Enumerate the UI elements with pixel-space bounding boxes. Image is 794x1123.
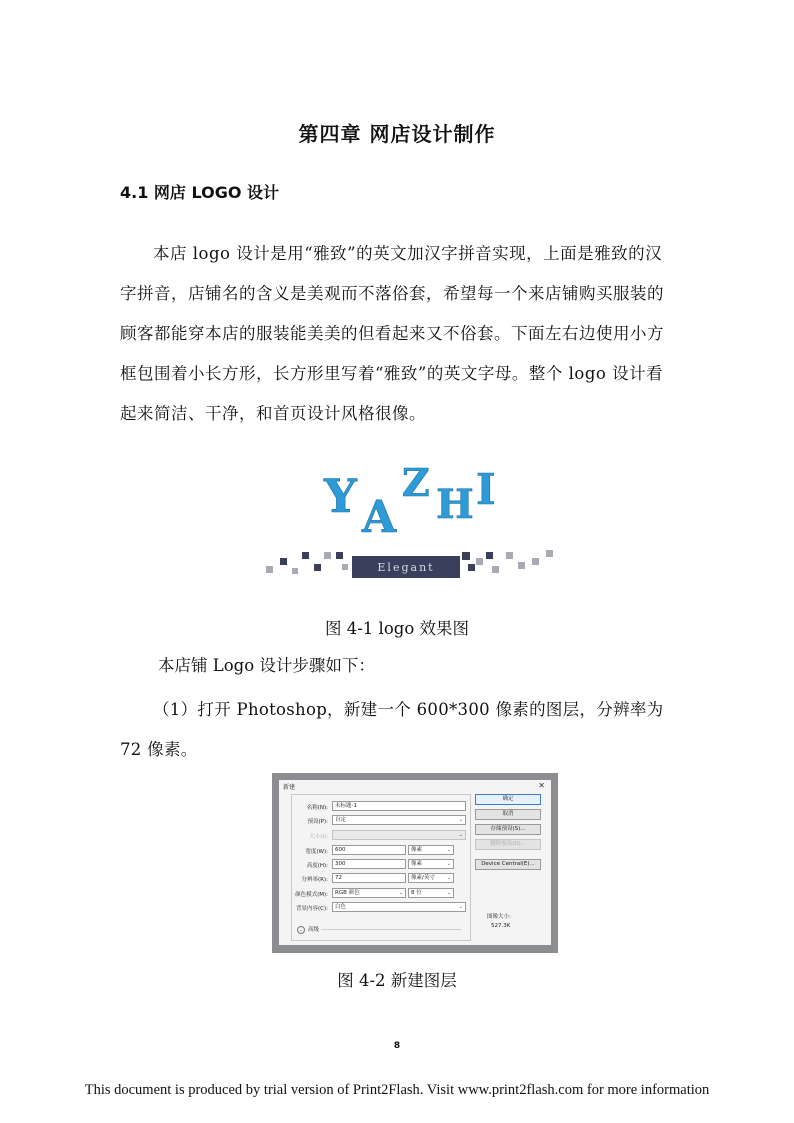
resolution-unit: 像素/英寸 [411,875,435,881]
chevron-down-icon: ⌄ [458,832,463,838]
background-select[interactable] [332,902,466,912]
chevron-down-icon: ⌄ [446,890,451,896]
name-field[interactable]: 未标题-1 [332,801,466,811]
resolution-label: 分辨率(R): [301,877,328,883]
logo-pixel-squares-left [266,552,348,574]
yazhi-logo [262,454,558,584]
chapter-title: 第四章 网店设计制作 [298,122,496,146]
logo-letter-a: A [362,492,397,543]
dialog-settings-group [291,794,471,941]
background-value: 白色 [335,904,347,910]
logo-letter-h: H [436,481,474,528]
preset-label: 预设(P): [307,819,328,825]
save-preset-button[interactable]: 存储预设(S)... [475,824,541,835]
height-unit-select[interactable] [408,859,454,869]
background-row [292,902,472,912]
chevron-down-icon: ⌄ [458,904,463,910]
background-label: 背景内容(C): [296,906,328,912]
bit-depth-value: 8 位 [411,890,422,896]
height-row [292,859,472,869]
ok-button[interactable]: 确定 [475,794,541,805]
delete-preset-button: 删除预设(D)... [475,839,541,850]
chevron-down-icon: ⌄ [446,861,451,867]
trial-notice: This document is produced by trial version of Print2Flash. Visit www.print2flash.com for more information [84,1082,710,1098]
width-field[interactable]: 600 [332,845,406,855]
size-select [332,830,466,840]
page-number: 8 [393,1041,401,1051]
resolution-unit-select[interactable] [408,873,454,883]
bit-depth-select[interactable] [408,888,454,898]
figure-caption: 图 4-2 新建图层 [337,971,457,990]
advanced-toggle[interactable] [297,925,319,934]
section-title: 4.1 网店 LOGO 设计 [120,183,280,202]
chevron-down-icon: ⌄ [446,847,451,853]
width-row [292,845,472,855]
size-row [292,830,472,840]
logo-letter-y: Y [324,469,357,523]
width-unit: 像素 [411,847,423,853]
preset-row [292,815,472,825]
color-mode-row [292,888,472,898]
image-size-label: 图像大小: [487,914,511,920]
resolution-row [292,873,472,883]
figure-caption: 图 4-1 logo 效果图 [324,619,469,638]
logo-tagline: Elegant [377,561,435,574]
resolution-field[interactable]: 72 [332,873,406,883]
chevron-down-icon: ⌄ [446,875,451,881]
logo-letter-z: Z [402,460,430,505]
height-unit: 像素 [411,861,423,867]
steps-intro: 本店铺 Logo 设计步骤如下： [158,656,375,675]
chevron-down-icon: ⌄ [297,926,305,934]
name-label: 名称(N): [306,805,328,811]
divider [321,929,461,930]
color-mode-value: RGB 颜色 [335,890,360,896]
cancel-button[interactable]: 取消 [475,809,541,820]
size-label: 大小(I): [309,834,328,840]
name-row [292,801,472,811]
height-label: 高度(H): [306,863,328,869]
dialog-title: 新建 [283,784,296,791]
chevron-down-icon: ⌄ [398,890,403,896]
chevron-down-icon: ⌄ [458,817,463,823]
preset-select[interactable] [332,815,466,825]
image-size-info [487,913,511,931]
new-document-dialog-screenshot [272,773,558,953]
close-icon[interactable]: ✕ [538,781,545,790]
preset-value: 自定 [335,817,347,823]
width-label: 宽度(W): [305,849,328,855]
color-mode-select[interactable] [332,888,406,898]
logo-pixel-squares-right [462,550,553,573]
image-size-value: 527.3K [491,923,511,929]
color-mode-label: 颜色模式(M): [295,892,328,898]
height-field[interactable]: 300 [332,859,406,869]
step-1-text: （1）打开 Photoshop，新建一个 600*300 像素的图层，分辨率为 72 像素。 [120,700,664,759]
logo-letter-i: I [476,465,496,514]
width-unit-select[interactable] [408,845,454,855]
new-document-dialog [279,780,551,945]
advanced-label: 高级 [308,927,320,933]
device-central-button[interactable]: Device Central(E)... [475,859,541,870]
body-paragraph: 本店 logo 设计是用“雅致”的英文加汉字拼音实现，上面是雅致的汉字拼音，店铺名的含义是美观而不落俗套，希望每一个来店铺购买服装的顾客都能穿本店的服装能美美的但看起来又不俗套。下面左右边使用小方框包围着小长方形，长方形里写着“雅致”的英文字母。整个 logo 设计看起来简洁、干净，和首页设计风格很像。 [120,244,664,423]
